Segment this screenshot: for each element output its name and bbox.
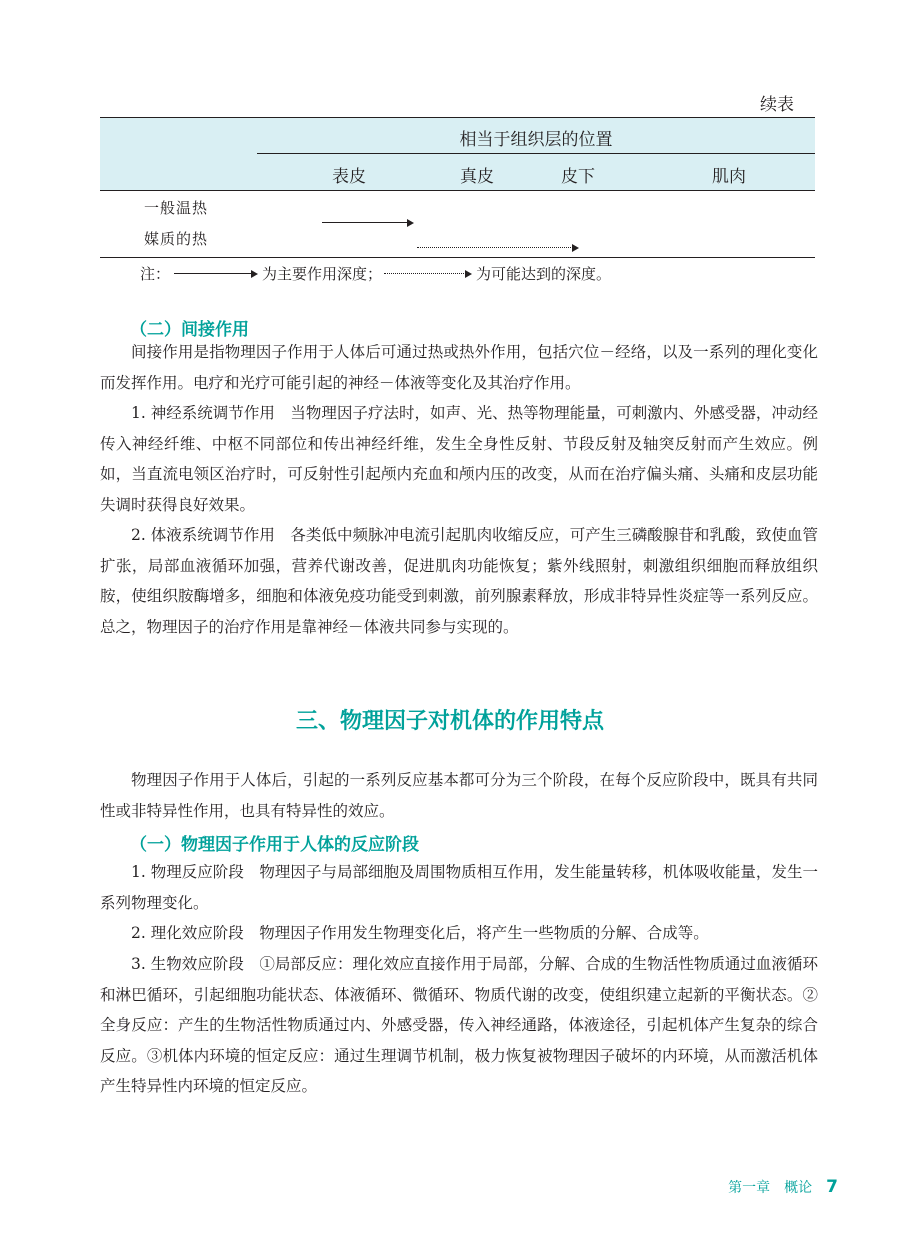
dotted-depth-arrow	[417, 247, 577, 248]
row-label-medium-heat: 媒质的热	[144, 230, 209, 248]
note-dotted-arrow-icon	[384, 273, 470, 274]
note-solid-text: 为主要作用深度；	[262, 265, 383, 283]
continued-label: 续表	[760, 95, 794, 115]
stage-1-paragraph: 1. 物理反应阶段 物理因子与局部细胞及周围物质相互作用，发生能量转移，机体吸收能量，发生一系列物理变化。	[100, 863, 818, 912]
table-note	[140, 263, 611, 284]
section-title: 三、物理因子对机体的作用特点	[295, 709, 604, 734]
page-footer	[728, 1177, 838, 1197]
indirect-heading: （二）间接作用	[130, 320, 249, 340]
row-label-general-heat: 一般温热	[144, 199, 209, 217]
column-subcutaneous: 皮下	[561, 167, 595, 187]
column-epidermis: 表皮	[332, 167, 366, 187]
page-number: 7	[826, 1177, 838, 1197]
table-bottom-rule	[100, 257, 815, 258]
note-solid-arrow-icon	[174, 273, 256, 274]
column-muscle: 肌肉	[712, 167, 746, 187]
reaction-stages-heading: （一）物理因子作用于人体的反应阶段	[130, 835, 419, 855]
table-header	[100, 117, 815, 191]
chapter-label: 第一章 概论	[728, 1180, 813, 1196]
stage-2-paragraph: 2. 理化效应阶段 物理因子作用发生物理变化后，将产生一些物质的分解、合成等。	[131, 924, 709, 942]
table-header-title: 相当于组织层的位置	[459, 130, 613, 150]
indirect-paragraph-3: 2. 体液系统调节作用 各类低中频脉冲电流引起肌肉收缩反应，可产生三磷酸腺苷和乳酸，致使血管扩张，局部血液循环加强，营养代谢改善，促进肌肉功能恢复；紫外线照射，刺激组织细胞而释放组织胺，使组织胺酶增多，细胞和体液免疫功能受到刺激，前列腺素释放，形成非特异性炎症等一系列反应。总之，物理因子的治疗作用是靠神经－体液共同参与实现的。	[100, 526, 818, 636]
column-dermis: 真皮	[460, 167, 494, 187]
stage-3-paragraph: 3. 生物效应阶段 ①局部反应：理化效应直接作用于局部，分解、合成的生物活性物质通过血液循环和淋巴循环，引起细胞功能状态、体液循环、微循环、物质代谢的改变，使组织建立起新的平衡状态。②全身反应：产生的生物活性物质通过内、外感受器，传入神经通路，体液途径，引起机体产生复杂的综合反应。③机体内环境的恒定反应：通过生理调节机制，极力恢复被物理因子破坏的内环境，从而激活机体产生特异性内环境的恒定反应。	[100, 955, 818, 1095]
indirect-paragraph-2: 1. 神经系统调节作用 当物理因子疗法时，如声、光、热等物理能量，可刺激内、外感受器，冲动经传入神经纤维、中枢不同部位和传出神经纤维，发生全身性反射、节段反射及轴突反射而产生效应。例如，当直流电领区治疗时，可反射性引起颅内充血和颅内压的改变，从而在治疗偏头痛、头痛和皮层功能失调时获得良好效果。	[100, 404, 818, 514]
section-intro: 物理因子作用于人体后，引起的一系列反应基本都可分为三个阶段，在每个反应阶段中，既具有共同性或非特异性作用，也具有特异性的效应。	[100, 771, 818, 820]
note-dotted-text: 为可能达到的深度。	[476, 265, 612, 283]
header-divider	[257, 153, 815, 154]
note-prefix: 注：	[140, 265, 171, 283]
solid-depth-arrow	[322, 222, 412, 223]
indirect-paragraph-1: 间接作用是指物理因子作用于人体后可通过热或热外作用，包括穴位－经络，以及一系列的理化变化而发挥作用。电疗和光疗可能引起的神经－体液等变化及其治疗作用。	[100, 343, 818, 392]
